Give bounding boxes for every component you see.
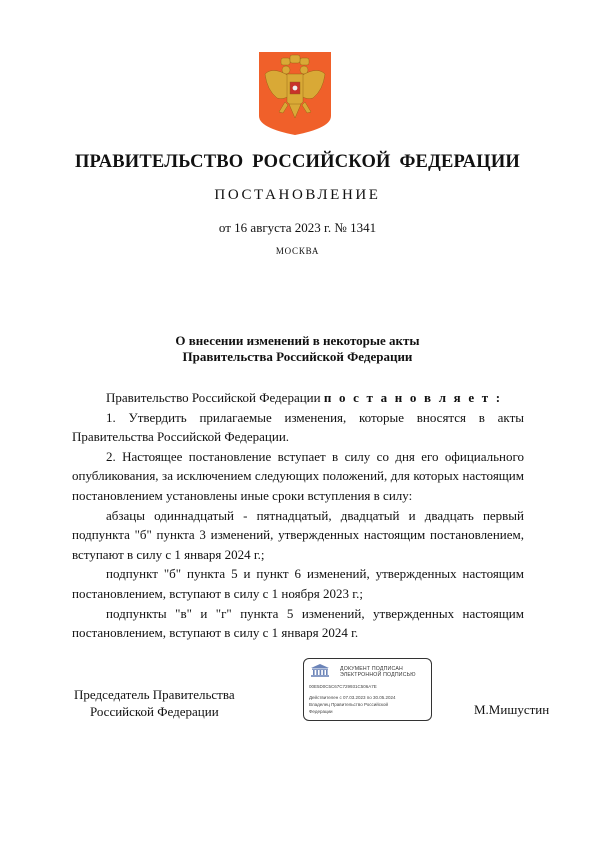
- document-city: МОСКВА: [275, 246, 320, 256]
- document-date-number: от 16 августа 2023 г. № 1341: [218, 220, 377, 235]
- government-name: ПРАВИТЕЛЬСТВО РОССИЙСКОЙ ФЕДЕРАЦИИ: [74, 152, 521, 172]
- title-line-2: Правительства Российской Федерации: [182, 349, 413, 364]
- document-type: ПОСТАНОВЛЕНИЕ: [214, 187, 381, 203]
- stamp-owner-1: Владелец Правительство Российской: [309, 702, 389, 707]
- stamp-certificate: 00E5D0C5C67C729931C506A7E: [309, 684, 377, 689]
- intro-action: п о с т а н о в л я е т :: [323, 390, 503, 405]
- stamp-owner-2: Федерации: [309, 709, 333, 714]
- body-paragraph: 2. Настоящее постановление вступает в силу со дня его официального опубликования, за исключением следующих положений, для которых настоящим постановлением установлены иные сроки вступления в силу:: [72, 448, 524, 503]
- title-line-1: О внесении изменений в некоторые акты: [175, 333, 420, 348]
- body-paragraph: подпункт "б" пункта 5 и пункт 6 изменений, утвержденных настоящим постановлением, вступают в силу с 1 ноября 2023 г.;: [72, 566, 524, 601]
- building-logo-icon: [310, 664, 330, 677]
- document-body: [72, 388, 524, 643]
- body-paragraph: абзацы одиннадцатый - пятнадцатый, двадцатый и двадцать первый подпункта "б" пункта 3 изменений, утвержденных настоящим постановлением, вступают в силу с 1 января 2024 г.;: [72, 507, 524, 562]
- position-line-1: Председатель Правительства: [74, 687, 235, 702]
- body-paragraph: 1. Утвердить прилагаемые изменения, которые вносятся в акты Правительства Российской Федерации.: [72, 409, 524, 445]
- intro-paragraph: [72, 388, 524, 408]
- body-paragraph: подпункты "в" и "г" пункта 5 изменений, утвержденных настоящим постановлением, вступают в силу с 1 января 2024 г.: [72, 605, 524, 641]
- signatory-position: [74, 686, 235, 720]
- stamp-heading-1: ДОКУМЕНТ ПОДПИСАН: [340, 666, 403, 672]
- document-title: [0, 333, 595, 365]
- stamp-validity: Действителен с 07.03.2023 по 30.05.2024: [309, 695, 396, 700]
- electronic-signature-stamp: [303, 658, 432, 721]
- stamp-header: [308, 664, 426, 678]
- stamp-heading-2: ЭЛЕКТРОННОЙ ПОДПИСЬЮ: [340, 672, 416, 678]
- intro-text: Правительство Российской Федерации: [106, 390, 324, 405]
- coat-of-arms-icon: [259, 52, 331, 135]
- signatory-name: М.Мишустин: [474, 702, 550, 717]
- position-line-2: Российской Федерации: [89, 704, 219, 719]
